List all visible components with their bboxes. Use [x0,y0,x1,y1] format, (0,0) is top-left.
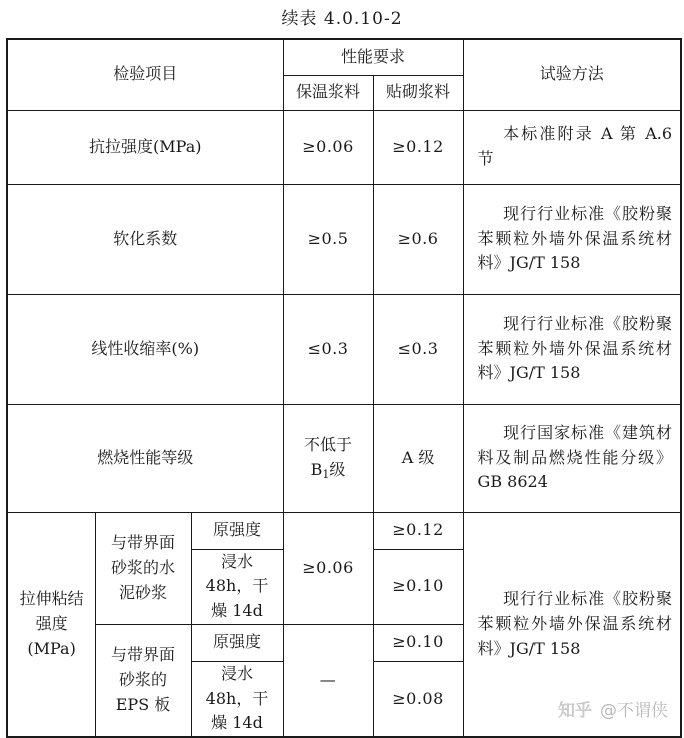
header-row [7,39,681,75]
fire-class-b-subscript: 1 [322,467,330,481]
tensile-bonding-value: ≥0.08 [373,661,463,737]
header-item: 检验项目 [7,39,283,110]
tensile-condition: 原强度 [191,512,283,549]
header-method: 试验方法 [463,39,681,110]
table-caption: 续表 4.0.10-2 [281,9,403,29]
row-bonding-value: ≤0.3 [373,294,463,404]
tensile-insulation-value: ≥0.06 [283,512,373,624]
fire-class-b: B [310,459,323,479]
row-method [463,294,681,404]
row-method [463,110,681,184]
row-method-text: 现行行业标准《胶粉聚苯颗粒外墙外保温系统材料》JG/T 158 [477,313,673,383]
tensile-insulation-value: — [283,624,373,737]
tensile-interface [95,624,191,737]
tensile-label [7,512,95,737]
row-method [463,404,681,512]
fire-class-suffix: 级 [329,459,346,479]
row-method-text: 本标准附录 A 第 A.6 节 [477,124,673,168]
tensile-condition [191,661,283,737]
tensile-interface-text: 与带界面砂浆的 EPS 板 [110,645,175,714]
row-item: 抗拉强度(MPa) [7,110,283,184]
row-bonding-value: ≥0.12 [373,110,463,184]
table-row [7,512,681,549]
zhihu-logo: 知乎 [558,701,592,721]
tensile-condition: 原强度 [191,624,283,661]
row-item: 燃烧性能等级 [7,404,283,512]
tensile-condition-text: 浸水 48h，干燥 14d [205,551,269,621]
tensile-interface [95,512,191,624]
tensile-bonding-value: ≥0.12 [373,512,463,549]
header-bonding-mortar: 贴砌浆料 [373,75,463,110]
row-insulation-value: ≥0.5 [283,184,373,294]
tensile-method-text: 现行行业标准《胶粉聚苯颗粒外墙外保温系统材料》JG/T 158 [477,589,673,658]
row-insulation-value [283,404,373,512]
tensile-bonding-value: ≥0.10 [373,624,463,661]
header-insulation-mortar: 保温浆料 [283,75,373,110]
row-bonding-value: A 级 [373,404,463,512]
row-method [463,184,681,294]
tensile-condition [191,549,283,624]
row-item: 线性收缩率(%) [7,294,283,404]
row-method-text: 现行行业标准《胶粉聚苯颗粒外墙外保温系统材料》JG/T 158 [477,203,673,273]
tensile-interface-text: 与带界面砂浆的水泥砂浆 [110,533,175,602]
row-insulation-value: ≥0.06 [283,110,373,184]
row-bonding-value: ≥0.6 [373,184,463,294]
row-method-text: 现行国家标准《建筑材料及制品燃烧性能分级》GB 8624 [477,422,673,492]
tensile-label-text: 拉伸粘结强度(MPa) [19,589,84,658]
fire-class-prefix: 不低于 [304,435,353,455]
table-row [7,184,681,294]
tensile-condition-text: 浸水 48h，干燥 14d [205,663,269,733]
spec-table [6,38,682,738]
table-row [7,110,681,184]
header-performance: 性能要求 [283,39,463,75]
table-row [7,294,681,404]
watermark [556,696,670,721]
table-row [7,404,681,512]
tensile-bonding-value: ≥0.10 [373,549,463,624]
row-insulation-value: ≤0.3 [283,294,373,404]
row-item: 软化系数 [7,184,283,294]
watermark-author: @不谓侠 [600,701,668,721]
